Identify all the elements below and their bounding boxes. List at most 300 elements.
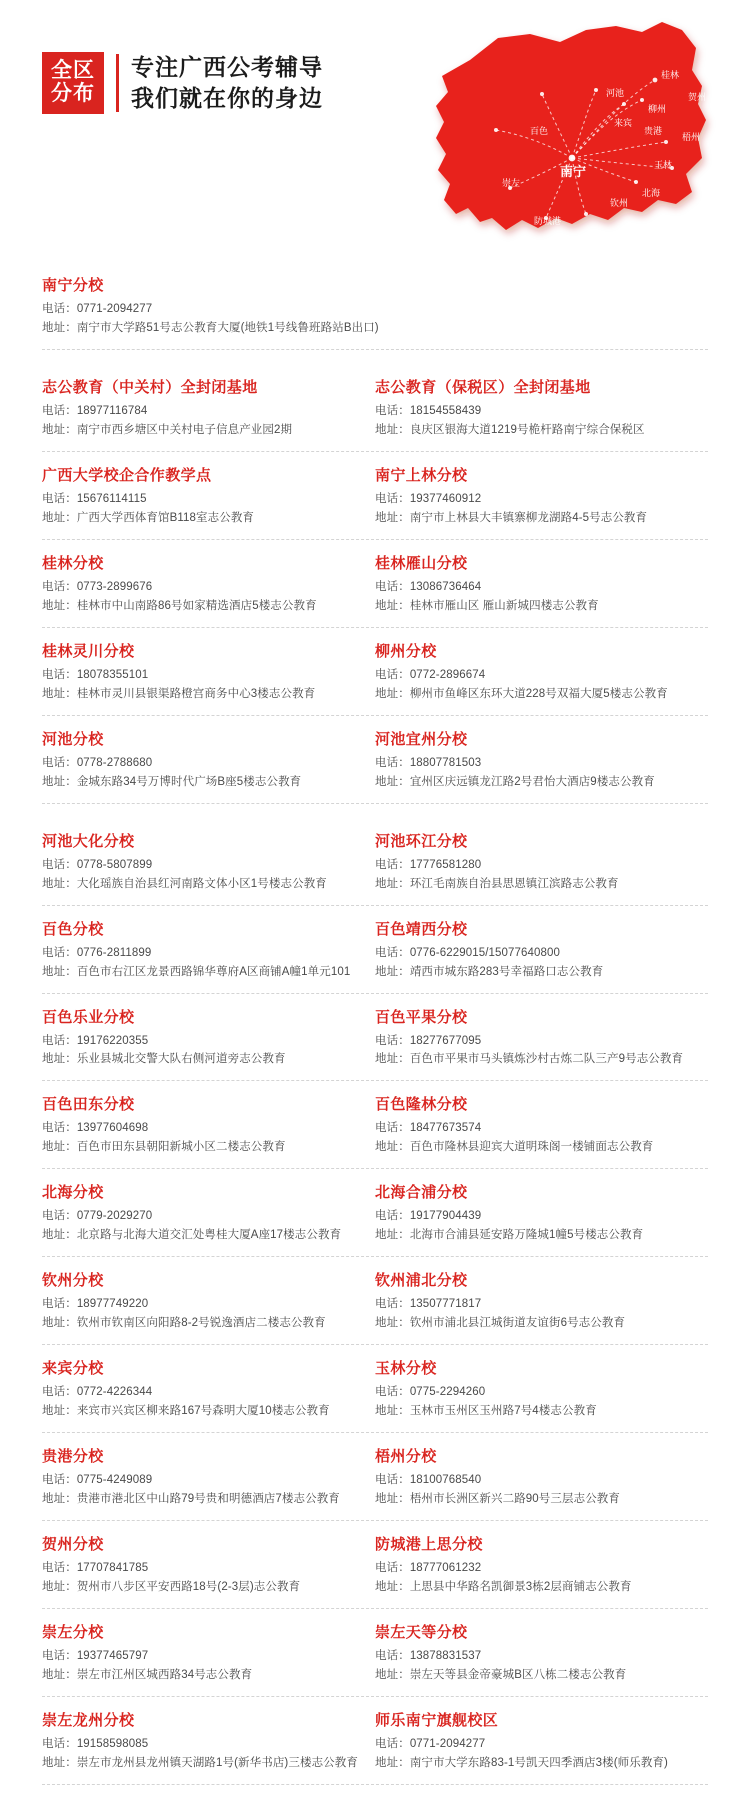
address-value: 桂林市雁山区 雁山新城四楼志公教育 [409,599,599,612]
address-value: 贺州市八步区平安西路18号(2-3层)志公教育 [76,1581,301,1594]
phone-label: 电话： [42,1210,77,1223]
branch-address [42,319,694,338]
table-row [42,1169,708,1257]
phone-value: 19176220355 [76,1034,149,1047]
address-label: 地址： [375,877,410,890]
map-label-laibin: 来宾 [614,118,633,128]
page-title: 专注广西公考辅导 [131,54,323,80]
address-label: 地址： [42,775,77,788]
address-label: 地址： [42,1405,77,1418]
branch-phone [375,1559,694,1578]
branch-card [42,1445,375,1509]
phone-label: 电话： [375,946,410,959]
phone-label: 电话： [375,404,410,417]
branch-address [42,1050,361,1069]
phone-value: 18977116784 [76,404,148,417]
address-value: 梧州市长洲区新兴二路90号三层志公教育 [409,1493,621,1506]
branch-phone [42,490,361,509]
table-row [42,1609,708,1697]
branch-name: 桂林分校 [42,554,104,572]
branch-phone [42,1295,361,1314]
branch-card [375,1709,708,1773]
phone-value: 0771-2094277 [409,1738,486,1750]
branch-address [42,875,361,894]
phone-value: 18277677095 [409,1034,482,1047]
branch-address [42,685,361,704]
branch-address [375,1402,694,1421]
address-value: 崇左天等县金帝豪城B区八栋二楼志公教育 [409,1669,627,1682]
map-label-chongzuo: 崇左 [502,178,521,188]
branch-card [42,1093,375,1157]
address-label: 地址： [375,1405,410,1418]
phone-value: 0775-2294260 [409,1386,486,1399]
branch-phone [42,944,361,963]
phone-label: 电话： [42,580,77,593]
address-label: 地址： [375,965,410,978]
table-row [42,1521,708,1609]
map-label-liuzhou: 柳州 [648,104,667,114]
address-value: 钦州市钦南区向阳路8-2号锐逸酒店二楼志公教育 [76,1317,326,1330]
phone-value: 13086736464 [409,580,482,593]
address-value: 上思县中华路名凯御景3栋2层商铺志公教育 [409,1581,632,1594]
phone-value: 13878831537 [409,1650,482,1663]
phone-label: 电话： [375,1474,410,1487]
branch-name: 志公教育（中关村）全封闭基地 [42,378,258,396]
branch-address [42,509,361,528]
branch-card [375,1181,708,1245]
phone-label: 电话： [42,1298,77,1311]
phone-value: 0778-2788680 [76,756,153,769]
branch-phone [42,1647,361,1666]
branch-phone [375,578,694,597]
branch-name: 柳州分校 [375,642,437,660]
phone-label: 电话： [375,756,410,769]
address-label: 地址： [42,1493,77,1506]
phone-label: 电话： [42,756,77,769]
branch-card [42,1533,375,1597]
phone-value: 0772-2896674 [409,668,486,681]
branch-address [375,1226,694,1245]
table-row [42,452,708,540]
branch-name: 师乐南宁旗舰校区 [375,1712,499,1729]
branch-phone [42,1383,361,1402]
table-row [42,1697,708,1785]
branch-name: 南宁上林分校 [375,466,468,484]
branch-name: 百色平果分校 [375,1008,468,1026]
branch-address [42,1226,361,1245]
branch-phone [42,666,361,685]
phone-label: 电话： [42,668,77,681]
phone-value: 0779-2029270 [76,1210,153,1223]
phone-value: 17707841785 [76,1562,149,1575]
phone-value: 18777061232 [409,1562,482,1575]
branch-address [375,875,694,894]
address-value: 乐业县城北交警大队右侧河道旁志公教育 [76,1053,286,1066]
phone-value: 18154558439 [409,404,482,417]
phone-label: 电话： [42,946,77,959]
address-label: 地址： [375,599,410,612]
branch-name: 贺州分校 [42,1536,104,1554]
address-label: 地址： [42,1581,77,1594]
address-value: 百色市平果市马头镇炼沙村古炼二队三产9号志公教育 [409,1053,684,1066]
branch-name: 北海分校 [42,1184,104,1202]
phone-label: 电话： [375,1210,410,1223]
page-header [0,0,750,270]
phone-value: 19158598085 [76,1738,149,1750]
branch-phone [375,944,694,963]
table-row [42,270,708,350]
address-label: 地址： [375,1756,410,1769]
branch-card [42,274,708,338]
address-label: 地址： [375,775,410,788]
address-label: 地址： [42,423,77,436]
branch-address [42,773,361,792]
phone-value: 18078355101 [76,668,149,681]
branch-card [375,1445,708,1509]
branch-card [375,830,708,894]
phone-label: 电话： [42,492,77,505]
map-label-yulin: 玉林 [654,160,673,170]
branch-card [42,640,375,704]
address-value: 来宾市兴宾区柳来路167号森明大厦10楼志公教育 [76,1405,330,1418]
branch-card [42,1181,375,1245]
address-label: 地址： [42,1756,77,1769]
phone-label: 电话： [42,1562,77,1575]
phone-value: 19177904439 [409,1210,482,1223]
branch-card [42,830,375,894]
address-label: 地址： [375,423,410,436]
phone-label: 电话： [375,1562,410,1575]
branch-name: 百色分校 [42,920,104,938]
table-row [42,716,708,804]
branch-name: 钦州浦北分校 [375,1272,468,1290]
phone-value: 19377460912 [409,492,482,505]
phone-value: 18477673574 [409,1122,482,1135]
branch-name: 河池分校 [42,730,104,748]
address-label: 地址： [375,1317,410,1330]
address-value: 百色市隆林县迎宾大道明珠阁一楼铺面志公教育 [409,1141,654,1154]
branch-phone [375,490,694,509]
address-value: 桂林市中山南路86号如家精选酒店5楼志公教育 [76,599,317,612]
branch-card [42,464,375,528]
map-label-guilin: 桂林 [661,70,680,80]
branch-name: 梧州分校 [375,1448,437,1466]
branch-phone [42,300,694,319]
address-value: 南宁市西乡塘区中关村电子信息产业园2期 [76,423,293,436]
branch-card [42,918,375,982]
branch-name: 百色隆林分校 [375,1096,468,1114]
branch-address [375,773,694,792]
branch-address [42,1578,361,1597]
badge-line-2: 分布 [51,82,95,106]
phone-value: 18807781503 [409,756,482,769]
address-label: 地址： [375,1141,410,1154]
phone-value: 13507771817 [409,1298,482,1311]
address-label: 地址： [375,687,410,700]
address-label: 地址： [375,511,410,524]
phone-value: 0776-2811899 [76,946,152,959]
coverage-badge [42,52,104,114]
branch-list [0,270,750,1811]
branch-phone [42,1735,361,1754]
address-value: 百色市田东县朝阳新城小区二楼志公教育 [76,1141,286,1154]
phone-label: 电话： [42,1386,77,1399]
address-value: 贵港市港北区中山路79号贵和明德酒店7楼志公教育 [76,1493,340,1506]
branch-name: 河池大化分校 [42,832,135,850]
branch-address [42,1666,361,1685]
branch-card [375,728,708,792]
table-row [42,628,708,716]
branch-phone [375,1032,694,1051]
branch-card [42,728,375,792]
branch-address [42,1402,361,1421]
branch-phone [375,402,694,421]
address-label: 地址： [42,1141,77,1154]
branch-phone [42,754,361,773]
phone-value: 19377465797 [76,1650,149,1663]
branch-name: 崇左分校 [42,1624,104,1642]
phone-label: 电话： [42,303,77,315]
address-value: 环江毛南族自治县思恩镇江滨路志公教育 [409,877,619,890]
branch-phone [42,856,361,875]
phone-label: 电话： [375,1386,410,1399]
branch-phone [375,1647,694,1666]
branch-address [375,1666,694,1685]
branch-phone [375,1207,694,1226]
address-label: 地址： [375,1581,410,1594]
address-value: 北京路与北海大道交汇处粤桂大厦A座17楼志公教育 [76,1229,342,1242]
branch-phone [375,754,694,773]
branch-phone [375,666,694,685]
branch-address [375,1578,694,1597]
branch-name: 来宾分校 [42,1360,104,1378]
branch-card [42,552,375,616]
header-brand [42,52,323,114]
branch-card [375,1006,708,1070]
branch-address [42,1754,361,1773]
branch-name: 百色靖西分校 [375,920,468,938]
branch-phone [42,1032,361,1051]
address-label: 地址： [42,687,77,700]
branch-card [375,552,708,616]
branch-card [42,1269,375,1333]
phone-label: 电话： [375,580,410,593]
branch-address [375,1314,694,1333]
branch-card [375,640,708,704]
branch-name: 广西大学校企合作教学点 [42,466,212,484]
table-row [42,364,708,452]
phone-value: 17776581280 [409,858,482,871]
branch-address [375,1138,694,1157]
phone-label: 电话： [42,1650,77,1663]
branch-card [375,1269,708,1333]
phone-value: 0772-4226344 [76,1386,153,1399]
address-label: 地址： [42,965,77,978]
branch-card [42,1621,375,1685]
branch-phone [42,1207,361,1226]
branch-phone [42,1559,361,1578]
branch-phone [375,1119,694,1138]
address-value: 崇左市江州区城西路34号志公教育 [76,1669,253,1682]
table-row [42,1433,708,1521]
branch-name: 桂林雁山分校 [375,554,468,572]
phone-value: 0771-2094277 [76,303,153,315]
guangxi-map [410,8,730,258]
table-row [42,906,708,994]
phone-label: 电话： [375,1034,410,1047]
branch-address [375,509,694,528]
address-value: 百色市右江区龙景西路锦华尊府A区商铺A幢1单元101 [76,965,351,978]
address-value: 靖西市城东路283号幸福路口志公教育 [409,965,604,978]
branch-address [375,1754,694,1773]
address-label: 地址： [42,511,77,524]
phone-value: 13977604698 [76,1122,149,1135]
phone-label: 电话： [42,1738,77,1750]
map-label-fangchenggang: 防城港 [534,216,562,226]
branch-address [42,597,361,616]
address-value: 钦州市浦北县江城街道友谊街6号志公教育 [409,1317,626,1330]
branch-address [42,1314,361,1333]
branch-phone [375,1471,694,1490]
branch-address [375,597,694,616]
branch-name: 河池宜州分校 [375,730,468,748]
map-shape [436,22,706,230]
phone-label: 电话： [375,492,410,505]
address-label: 地址： [42,321,77,334]
branch-name: 北海合浦分校 [375,1184,468,1202]
branch-address [375,685,694,704]
branch-phone [375,1295,694,1314]
branch-address [375,1490,694,1509]
phone-label: 电话： [375,1122,410,1135]
branch-address [375,1050,694,1069]
branch-name: 贵港分校 [42,1448,104,1466]
branch-phone [375,1383,694,1402]
table-row [42,1257,708,1345]
branch-phone [375,1735,694,1754]
table-row [42,818,708,906]
address-value: 桂林市灵川县银渠路橙宫商务中心3楼志公教育 [76,687,316,700]
branch-card [375,1093,708,1157]
address-label: 地址： [375,1669,410,1682]
header-title-block [131,52,323,114]
map-label-hezhou: 贺州 [688,92,707,102]
phone-label: 电话： [42,1474,77,1487]
branch-name: 百色乐业分校 [42,1008,135,1026]
table-row [42,994,708,1082]
branch-name: 崇左天等分校 [375,1624,468,1642]
branch-phone [375,856,694,875]
branch-card [375,1533,708,1597]
branch-address [375,963,694,982]
branch-card [42,1357,375,1421]
address-label: 地址： [375,1053,410,1066]
address-value: 大化瑶族自治县红河南路文体小区1号楼志公教育 [76,877,327,890]
branch-address [42,1490,361,1509]
branch-name: 防城港上思分校 [375,1536,483,1554]
map-label-nanning: 南宁 [560,164,587,179]
address-label: 地址： [42,1053,77,1066]
branch-card [42,1709,375,1773]
branch-phone [42,402,361,421]
branch-name: 崇左龙州分校 [42,1712,135,1729]
phone-label: 电话： [42,858,77,871]
branch-card [375,1357,708,1421]
branch-address [42,1138,361,1157]
branch-address [375,421,694,440]
table-row [42,1345,708,1433]
map-label-qinzhou: 钦州 [610,198,629,208]
branch-phone [42,578,361,597]
phone-value: 18977749220 [76,1298,149,1311]
address-label: 地址： [375,1229,410,1242]
table-row [42,540,708,628]
branch-card [42,1006,375,1070]
branch-address [42,421,361,440]
address-label: 地址： [42,1317,77,1330]
branch-name: 玉林分校 [375,1360,437,1378]
address-label: 地址： [42,599,77,612]
branch-name: 百色田东分校 [42,1096,135,1114]
branch-name: 钦州分校 [42,1272,104,1290]
phone-value: 0778-5807899 [76,858,153,871]
map-label-hechi: 河池 [606,88,625,98]
address-value: 柳州市鱼峰区东环大道228号双福大厦5楼志公教育 [409,687,668,700]
address-label: 地址： [42,1669,77,1682]
guangxi-map-svg [410,8,730,258]
branch-address [42,963,361,982]
address-value: 良庆区银海大道1219号桅杆路南宁综合保税区 [409,423,645,436]
address-value: 宜州区庆远镇龙江路2号君怡大酒店9楼志公教育 [409,775,655,788]
phone-value: 15676114115 [76,492,147,505]
branch-name: 河池环江分校 [375,832,468,850]
phone-label: 电话： [375,1650,410,1663]
address-label: 地址： [42,877,77,890]
phone-label: 电话： [42,1122,77,1135]
badge-line-1: 全区 [51,59,95,83]
branch-card [375,376,708,440]
branch-card [375,464,708,528]
address-value: 北海市合浦县延安路万隆城1幢5号楼志公教育 [409,1229,644,1242]
phone-value: 0775-4249089 [76,1474,153,1487]
phone-value: 18100768540 [409,1474,482,1487]
address-label: 地址： [42,1229,77,1242]
address-value: 南宁市上林县大丰镇寨柳龙湖路4-5号志公教育 [409,511,648,524]
address-value: 崇左市龙州县龙州镇天湖路1号(新华书店)三楼志公教育 [76,1756,358,1769]
phone-label: 电话： [375,668,410,681]
phone-label: 电话： [375,1738,410,1750]
address-value: 金城东路34号万博时代广场B座5楼志公教育 [76,775,302,788]
header-divider [116,54,119,112]
branch-name: 南宁分校 [42,277,104,294]
table-row [42,1081,708,1169]
branch-card [375,1621,708,1685]
phone-value: 0776-6229015/15077640800 [409,946,560,959]
branch-name: 志公教育（保税区）全封闭基地 [375,378,591,396]
map-label-baise: 百色 [530,126,549,136]
address-label: 地址： [375,1493,410,1506]
map-label-guigang: 贵港 [644,126,663,136]
page-subtitle: 我们就在你的身边 [131,85,323,112]
phone-value: 0773-2899676 [76,580,153,593]
phone-label: 电话： [375,1298,410,1311]
address-value: 南宁市大学东路83-1号凯天四季酒店3楼(师乐教育) [409,1756,668,1769]
address-value: 广西大学西体育馆B118室志公教育 [76,511,255,524]
branch-card [375,918,708,982]
map-label-beihai: 北海 [642,188,661,198]
address-value: 玉林市玉州区玉州路7号4楼志公教育 [409,1405,597,1418]
map-label-wuzhou: 梧州 [682,132,701,142]
